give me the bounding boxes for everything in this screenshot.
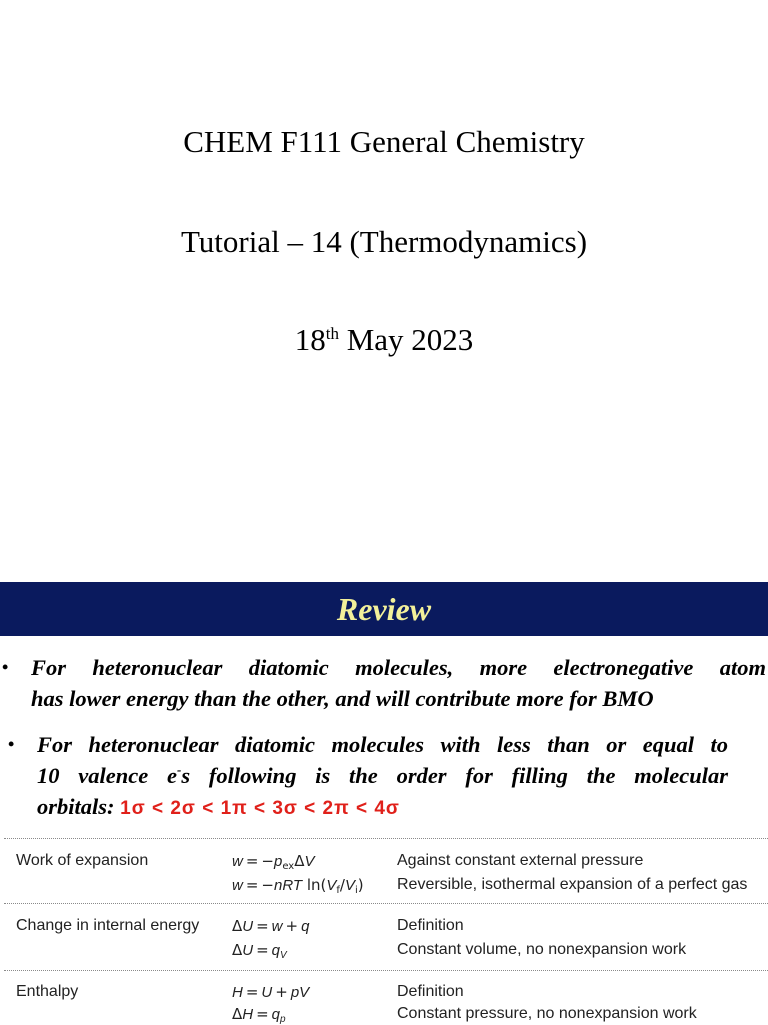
row-desc: Against constant external pressure	[397, 852, 644, 869]
electron-minus: -	[177, 762, 182, 777]
row-desc: Reversible, isothermal expansion of a perfect gas	[397, 876, 748, 893]
bullet-2-line-2	[37, 760, 728, 791]
valence-text: 10 valence e	[37, 763, 178, 788]
row-desc: Definition	[397, 983, 464, 1000]
date-suffix: th	[325, 324, 339, 343]
row-desc: Constant pressure, no nonexpansion work	[397, 1005, 697, 1022]
bullet-2-line-3	[37, 791, 728, 824]
equation-enthalpy-pressure: $\Delta H = q_p$	[232, 1005, 286, 1025]
equation-enthalpy: H = U + pV	[232, 983, 310, 1001]
review-title: Review	[336, 591, 432, 627]
row-desc: Definition	[397, 917, 464, 934]
row-desc: Constant volume, no nonexpansion work	[397, 941, 687, 958]
equation-internal-energy: ΔU = w + q	[232, 917, 310, 935]
bullet-dot: •	[8, 734, 15, 754]
row-divider	[4, 838, 768, 839]
date-day: 18	[294, 322, 326, 357]
equation-work-reversible: w = −nRT $\ln(V_f/V_i)$	[232, 876, 364, 896]
tutorial-title: Tutorial – 14 (Thermodynamics)	[180, 224, 588, 259]
orbitals-label: orbitals:	[37, 794, 121, 819]
row-name: Enthalpy	[16, 983, 79, 1000]
row-divider	[4, 903, 768, 904]
bullet-dot: •	[2, 657, 9, 677]
bullet-2-line-1: For heteronuclear diatomic molecules with less than or equal to	[37, 732, 728, 757]
row-divider	[4, 970, 768, 971]
filling-text: s following is the order for filling the molecular	[181, 763, 728, 788]
tutorial-date	[0, 322, 768, 358]
row-name: Change in internal energy	[16, 917, 200, 934]
bullet-1-line-1: For heteronuclear diatomic molecules, more electronegative atom	[31, 655, 766, 680]
equation-internal-energy-volume: $\Delta U = q_V$	[232, 941, 287, 961]
bullet-1-line-2: has lower energy than the other, and will contribute more for BMO	[31, 686, 654, 711]
equation-work-constant-pressure: $w = -p_{ex}\Delta V$	[232, 852, 315, 872]
course-title: CHEM F111 General Chemistry	[183, 124, 585, 159]
orbital-filling-order: 1σ < 2σ < 1π < 3σ < 2π < 4σ	[120, 798, 400, 819]
row-name: Work of expansion	[16, 852, 149, 869]
date-month-year: May 2023	[338, 322, 474, 357]
review-banner	[0, 582, 768, 636]
